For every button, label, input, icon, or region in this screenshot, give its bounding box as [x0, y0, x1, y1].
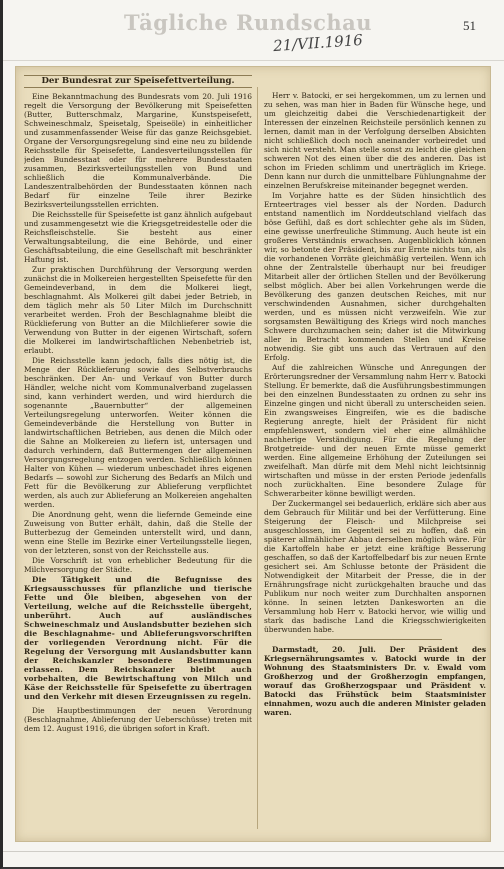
article-paragraph: Die Tätigkeit und die Befugnisse des Kriegsausschusses für pflanzliche und tierische Fette und Öle bleiben, abgesehen von der Verteilung, welche auf die Reichsstelle übergeht, unberührt. Auch auf ausländisches Schweineschmalz und Auslandsbutter beziehen sich die Beschlagnahme- und Ablieferungsvorschriften der vorliegenden Verordnung nicht. Für die Regelung der Versorgung mit Auslandsbutter kann der Reichskanzler besondere Bestimmungen erlassen. Dem Reichskanzler bleibt auch vorbehalten, die Bewirtschaftung von Milch und Käse der Reichsstelle für Speisefette zu übertragen und den Verkehr mit diesen Erzeugnissen zu regeln. — [24, 575, 252, 701]
bottom-rule — [3, 851, 504, 852]
column-divider — [257, 87, 258, 829]
article-title: Der Bundesrat zur Speisefettverteilung. — [24, 75, 252, 88]
newspaper-masthead: Tägliche Rundschau — [123, 10, 373, 35]
article-paragraph: Die Reichsstelle kann jedoch, falls dies nötig ist, die Menge der Rücklieferung sowie des Selbstverbrauchs beschränken. Der An- und Verkauf von Butter durch Händler, welche nicht vom Kommunalverband zugelassen sind, kann verhindert werden, und wird hierdurch die sogenannte „Bauernbutter“ der allgemeinen Verteilungsregelung unterworfen. Weiter können die Gemeindeverbände die Herstellung von Butter in landwirtschaftlichen Betrieben, aus denen die Milch oder die Sahne an Molkereien zu liefern ist, untersagen und dadurch verhindern, daß Buttermengen der allgemeinen Versorgungsregelung entzogen werden. Schließlich können Halter von Kühen — wiederum unbeschadet ihres eigenen Bedarfs — sowohl zur Sicherung des Bedarfs an Milch und Fett für die Bevölkerung zur Ablieferung verpflichtet werden, als auch zur Ablieferung an Molkereien angehalten werden. — [24, 356, 252, 509]
article-paragraph: Die Reichsstelle für Speisefette ist ganz ähnlich aufgebaut und zusammengesetzt wie die Kriegsgetreidestelle oder die Reichsfleischstelle. Sie besteht aus einer Verwaltungsabteilung, die eine Behörde, und einer Geschäftsabteilung, die eine Gesellschaft mit beschränkter Haftung ist. — [24, 210, 252, 264]
section-separator — [308, 639, 441, 640]
article-column-right — [264, 91, 486, 837]
handwritten-date: 21/VII.1916 — [272, 30, 364, 56]
article-paragraph: Der Zuckermangel sei bedauerlich, erkläre sich aber aus dem Gebrauch für Militär und bei der Verfütterung. Eine Steigerung der Fleisch- und Milchpreise sei ausgeschlossen, im Gegenteil sei zu hoffen, daß ein späterer allmählicher Abbau derselben möglich wäre. Für die Kartoffeln habe er jetzt eine kräftige Besserung geschaffen, so daß der Kartoffelbedarf bis zur neuen Ernte gesichert sei. Am Schlusse betonte der Präsident die Notwendigkeit der Mitarbeit der Presse, die in der Ernährungsfrage nicht zurückgehalten brauche und das Publikum nur noch weiter zum Durchhalten anspornen könne. In seinen letzten Dankesworten an die Versammlung hob Herr v. Batocki hervor, wie willig und stark das badische Land die Kriegsschwierigkeiten überwunden habe. — [264, 499, 486, 634]
article-column-left — [24, 75, 252, 837]
article-paragraph: Die Vorschrift ist von erheblicher Bedeutung für die Milchversorgung der Städte. — [24, 556, 252, 574]
page-number: 51 — [463, 18, 476, 33]
article-paragraph: Eine Bekanntmachung des Bundesrats vom 20. Juli 1916 regelt die Versorgung der Bevölkerung mit Speisefetten (Butter, Butterschmalz, Margarine, Kunstspeisefett, Schweineschmalz, Speisetalg, Speiseöle) in einheitlicher und zusammenfassender Weise für das ganze Reichsgebiet. Organe der Versorgungsregelung sind eine neu zu bildende Reichsstelle für Speisefette, Landesverteilungsstellen für jeden Bundesstaat oder für mehrere Bundesstaaten zusammen, Bezirksverteilungsstellen von Bund und schließlich die Kommunalverbände. Die Landeszentralbehörden der Bundesstaaten können nach Bedarf für einzelne Teile ihrer Bezirke Bezirksverteilungsstellen errichten. — [24, 92, 252, 209]
article-paragraph: Auf die zahlreichen Wünsche und Anregungen der Erörterungsredner der Versammlung nahm Herr v. Batocki Stellung. Er bemerkte, daß die Ausführungsbestimmungen bei den einzelnen Bundesstaaten zu ordnen zu sehr ins Einzelne gingen und nicht überall zu unterscheiden seien. Ein zwangsweises Eingreifen, wie es die badische Regierung anregte, hielt der Präsident für nicht empfehlenswert, sondern viel eher eine allmähliche nachherige Verständigung. Für die Regelung der Brotgetreide- und der neuen Ernte müsse gemerkt werden. Eine allgemeine Erhöhung der Zuteilungen sei zweifelhaft. Man dürfe mit dem Mehl nicht leichtsinnig wirtschaften und müsse in der ersten Periode jedenfalls noch zurückhalten. Eine besondere Zulage für Schwerarbeiter könne bewilligt werden. — [264, 363, 486, 498]
article-paragraph: Die Anordnung geht, wenn die liefernde Gemeinde eine Zuweisung von Butter erhält, dahin, daß die Stelle der Butterbezug der Gemeinden unterstellt wird, und dann, wenn eine Stelle im Bezirke einer Verteilungsstelle liegen, von der letzteren, sonst von der Reichsstelle aus. — [24, 510, 252, 555]
top-rule — [3, 60, 504, 61]
article-paragraph: Im Vorjahre hatte es der Süden hinsichtlich des Ernteertrages viel besser als der Norden. Dadurch entstand namentlich im Norddeutschland vielfach das böse Gefühl, daß es dort schlechter gehe als im Süden, eine gewisse unerfreuliche Stimmung. Auch heute ist ein großeres Verständnis erwachsen. Augenblicklich können wir, so betonte der Präsident, bis zur Ernte nichts tun, als die vorhandenen Vorräte gleichmäßig verteilen. Wenn ich ohne der Zentralstelle überhaupt nur bei freudiger Mitarbeit aller der örtlichen Stellen und der Bevölkerung selbst möglich. Aber bei allen Vorkehrungen werde die Bevölkerung des ganzen deutschen Reiches, mit nur verschwindenden Ausnahmen, sicher durchgehalten werden, und es müssen nicht verzweifeln. Wie zur sorgsamsten Bewältigung des Kriegs wird noch manches Schwere durchzumachen sein; daher ist die Mitwirkung aller in Betracht kommenden Stellen und Kreise notwendig. Sie gibt uns auch das Vertrauen auf den Erfolg. — [264, 191, 486, 362]
newspaper-clipping — [15, 66, 491, 842]
article-paragraph: Zur praktischen Durchführung der Versorgung werden zunächst die in Molkereien hergestellten Speisefette für den Gemeindeverband, in dem die Molkerei liegt, beschlagnahmt. Als Molkerei gilt dabei jeder Betrieb, in dem täglich mehr als 50 Liter Milch im Durchschnitt verarbeitet werden. Froh der Beschlagnahme bleibt die Rücklieferung von Butter an die Milchlieferer sowie die Verwendung von Butter in der eigenen Wirtschaft, sofern die Molkerei im landwirtschaftlichen Nebenbetrieb ist, erlaubt. — [24, 265, 252, 355]
article-paragraph: Darmstadt, 20. Juli. Der Präsident des Kriegsernährungsamtes v. Batocki wurde in der Wohnung des Staatsministers Dr. v. Ewald vom Großherzog und der Großherzogin empfangen, worauf das Großherzogspaar und Präsident v. Batocki das Frühstück beim Staatsminister einnahmen, wozu auch die anderen Minister geladen waren. — [264, 645, 486, 717]
article-paragraph: Die Hauptbestimmungen der neuen Verordnung (Beschlagnahme, Ablieferung der Ueberschüsse) treten mit dem 12. August 1916, die übrigen sofort in Kraft. — [24, 706, 252, 733]
article-paragraph: Herr v. Batocki, er sei hergekommen, um zu lernen und zu sehen, was man hier in Baden für Wünsche hege, und um gleichzeitig dabei die Verschiedenartigkeit der Interessen der einzelnen Reichsteile persönlich kennen zu lernen, damit man in der Verfolgung derselben Absichten nicht schließlich doch noch aneinander vorbeiredet und sich nicht versteht. Man stelle sonst zu leicht die gleichen schweren Not des einen über die des anderen. Das ist schon im Frieden schlimm und unerträglich im Kriege. Denn kann nur durch die unmittelbare Fühlungnahme der einzelnen Berufskreise miteinander begegnet werden. — [264, 91, 486, 190]
